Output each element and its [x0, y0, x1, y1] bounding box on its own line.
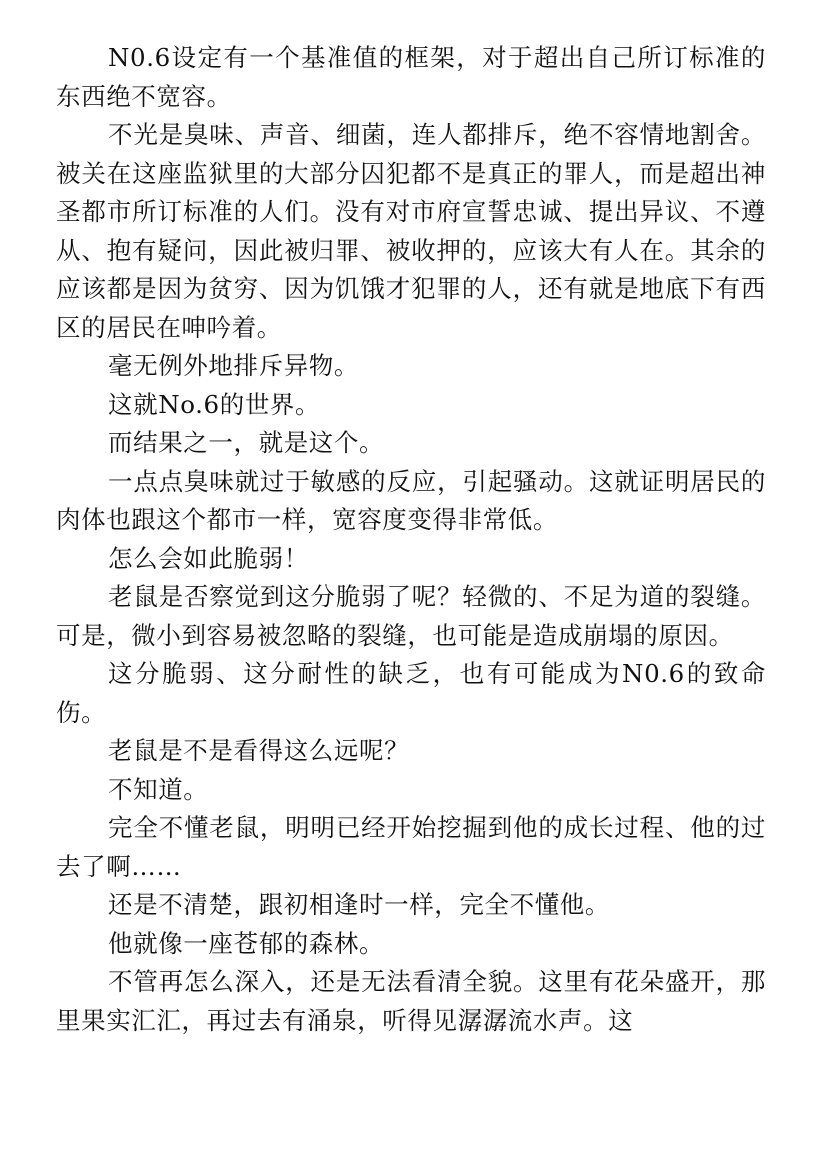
paragraph-15: 不管再怎么深入，还是无法看清全貌。这里有花朵盛开，那里果实汇汇，再过去有涌泉，听得见潺潺流水声。这: [56, 967, 766, 1035]
paragraph-7: 怎么会如此脆弱！: [108, 543, 309, 573]
paragraph-13: 还是不清楚，跟初相逢时一样，完全不懂他。: [108, 890, 610, 919]
paragraph-11: 不知道。: [108, 774, 209, 804]
paragraph-9: 这分脆弱、这分耐性的缺乏，也有可能成为N0.6的致命伤。: [56, 659, 766, 727]
paragraph-8: 老鼠是否察觉到这分脆弱了呢？轻微的、不足为道的裂缝。可是，微小到容易被忽略的裂缝，也可能是造成崩塌的原因。: [56, 582, 766, 650]
document-page: [56, 39, 766, 1040]
paragraph-12: 完全不懂老鼠，明明已经开始挖掘到他的成长过程、他的过去了啊……: [56, 813, 766, 881]
paragraph-5: 而结果之一，就是这个。: [108, 428, 385, 457]
paragraph-10: 老鼠是不是看得这么远呢？: [108, 736, 410, 765]
paragraph-4: 这就No.6的世界。: [108, 389, 321, 419]
paragraph-3: 毫无例外地排斥异物。: [108, 351, 359, 380]
paragraph-1: N0.6设定有一个基准值的框架，对于超出自己所订标准的东西绝不宽容。: [56, 43, 766, 111]
paragraph-6: 一点点臭味就过于敏感的反应，引起骚动。这就证明居民的肉体也跟这个都市一样，宽容度变得非常低。: [56, 466, 766, 534]
paragraph-2: 不光是臭味、声音、细菌，连人都排斥，绝不容情地割舍。被关在这座监狱里的大部分囚犯都不是真正的罪人，而是超出神圣都市所订标准的人们。没有对市府宣誓忠诚、提出异议、不遵从、抱有疑问，因此被归罪、被收押的，应该大有人在。其余的应该都是因为贫穷、因为饥饿才犯罪的人，还有就是地底下有西区的居民在呻吟着。: [56, 120, 766, 342]
paragraph-14: 他就像一座苍郁的森林。: [108, 928, 385, 958]
